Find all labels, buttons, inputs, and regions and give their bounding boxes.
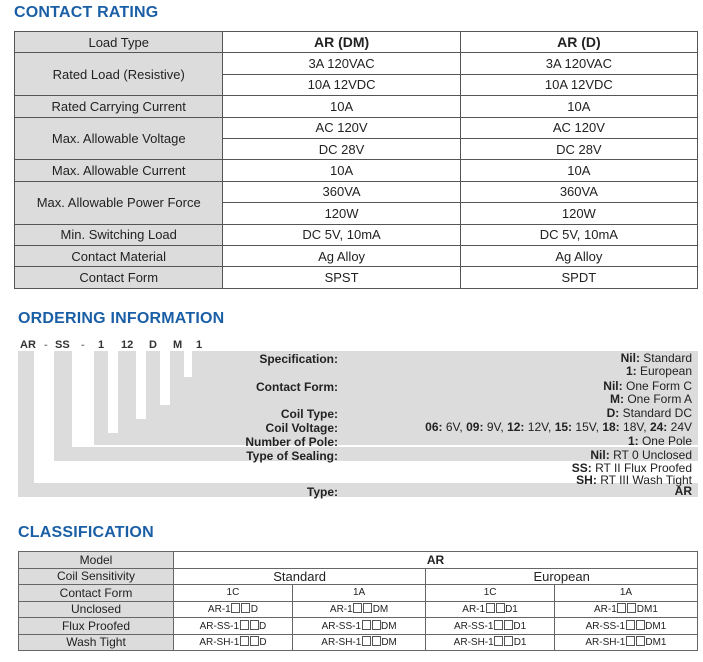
contact-rating-table [14,31,698,289]
code-dash: - [44,339,48,351]
table-cell: DC 5V, 10mA [223,224,460,245]
table-cell: SPST [223,267,460,288]
table-cell: DC 5V, 10mA [460,224,697,245]
code-ss: SS [55,339,70,351]
contact-form-options: Nil: One Form C M: One Form A [603,379,692,406]
table-cell: DC 28V [223,138,460,159]
ar-d-header: AR (D) [460,32,697,53]
code-ar: AR [20,339,36,351]
sealing-label: Type of Sealing: [246,449,338,463]
part-number-cell: AR-SS-1 D [174,618,293,635]
table-cell: AC 120V [223,117,460,138]
table-row [19,601,698,618]
sealing-options: Nil: RT 0 Unclosed SS: RT II Flux Proofed SH: RT III Wash Tight [571,448,692,487]
ar-dm-header: AR (DM) [223,32,460,53]
table-cell: 10A [223,96,460,117]
part-number-cell: AR-1 DM [292,601,425,618]
row-label: Contact Form [15,267,223,288]
spec-options: Nil: Standard 1: European [620,351,692,378]
code-voltage: 12 [121,339,134,351]
table-cell: 10A [460,96,697,117]
load-type-header: Load Type [15,32,223,53]
sensitivity-standard: Standard [174,568,426,585]
row-label: Wash Tight [19,634,174,651]
part-number-cell: AR-SH-1 DM1 [554,634,697,651]
row-label: Max. Allowable Current [15,160,223,181]
contact-rating-heading: CONTACT RATING [14,4,159,21]
sensitivity-european: European [426,568,698,585]
contact-form-label: Contact Form [19,585,174,602]
table-row [15,53,698,74]
table-cell: 120W [223,203,460,224]
table-cell: 10A 12VDC [223,74,460,95]
part-number-cell: AR-SH-1 D [174,634,293,651]
classification-table [18,551,698,651]
row-label: Max. Allowable Power Force [15,181,223,224]
table-cell: 3A 120VAC [460,53,697,74]
code-contact-form: M [173,339,183,351]
pole-row-bar [94,433,698,445]
model-label: Model [19,552,174,569]
table-cell: Ag Alloy [460,245,697,266]
table-row [15,224,698,245]
row-label: Rated Carrying Current [15,96,223,117]
code-spec: 1 [196,339,203,351]
table-row [15,245,698,266]
table-row [19,618,698,635]
table-row [19,568,698,585]
table-cell: SPDT [460,267,697,288]
code-dash: - [81,339,85,351]
row-label: Rated Load (Resistive) [15,53,223,96]
part-number-cell: AR-SS-1 D1 [426,618,555,635]
coil-voltage-label: Coil Voltage: [265,421,338,435]
number-of-pole-label: Number of Pole: [245,435,338,449]
form-cell: 1C [174,585,293,602]
part-number-cell: AR-SS-1 DM [292,618,425,635]
table-row [15,181,698,202]
form-cell: 1C [426,585,555,602]
row-label: Unclosed [19,601,174,618]
part-number-cell: AR-1 DM1 [554,601,697,618]
table-row [15,117,698,138]
table-cell: 360VA [460,181,697,202]
code-coil-type: D [149,339,157,351]
table-row [19,552,698,569]
pole-bar [94,351,108,445]
table-cell: 360VA [223,181,460,202]
type-value: AR [674,484,692,498]
code-pole: 1 [98,339,105,351]
sealing-bar [54,351,72,461]
table-row [19,585,698,602]
type-label: Type: [306,485,338,499]
specification-label: Specification: [259,352,338,366]
table-row [15,160,698,181]
contact-form-label: Contact Form: [256,380,338,394]
part-number-cell: AR-SS-1 DM1 [554,618,697,635]
ordering-heading: ORDERING INFORMATION [18,310,225,327]
coil-type-label: Coil Type: [280,407,338,421]
row-label: Min. Switching Load [15,224,223,245]
row-label: Flux Proofed [19,618,174,635]
coil-sensitivity-label: Coil Sensitivity [19,568,174,585]
part-number-cell: AR-1 D1 [426,601,555,618]
table-cell: 10A [223,160,460,181]
coil-voltage-options: 06: 6V, 09: 9V, 12: 12V, 15: 15V, 18: 18V, 24: 24V [425,420,692,434]
type-bar [18,351,34,497]
table-cell: 10A 12VDC [460,74,697,95]
coil-type-options: D: Standard DC [606,406,692,420]
table-cell: 120W [460,203,697,224]
part-number-cell: AR-1 D [174,601,293,618]
table-cell: DC 28V [460,138,697,159]
part-number-cell: AR-SH-1 D1 [426,634,555,651]
form-cell: 1A [292,585,425,602]
table-row [19,634,698,651]
table-cell: 10A [460,160,697,181]
ordering-diagram [18,339,698,499]
table-cell: 3A 120VAC [223,53,460,74]
form-cell: 1A [554,585,697,602]
classification-heading: CLASSIFICATION [18,524,154,541]
table-cell: Ag Alloy [223,245,460,266]
table-row [15,267,698,288]
model-value: AR [174,552,698,569]
pole-options: 1: One Pole [627,434,692,448]
part-number-cell: AR-SH-1 DM [292,634,425,651]
table-cell: AC 120V [460,117,697,138]
row-label: Contact Material [15,245,223,266]
table-row [15,32,698,53]
table-row [15,96,698,117]
row-label: Max. Allowable Voltage [15,117,223,160]
